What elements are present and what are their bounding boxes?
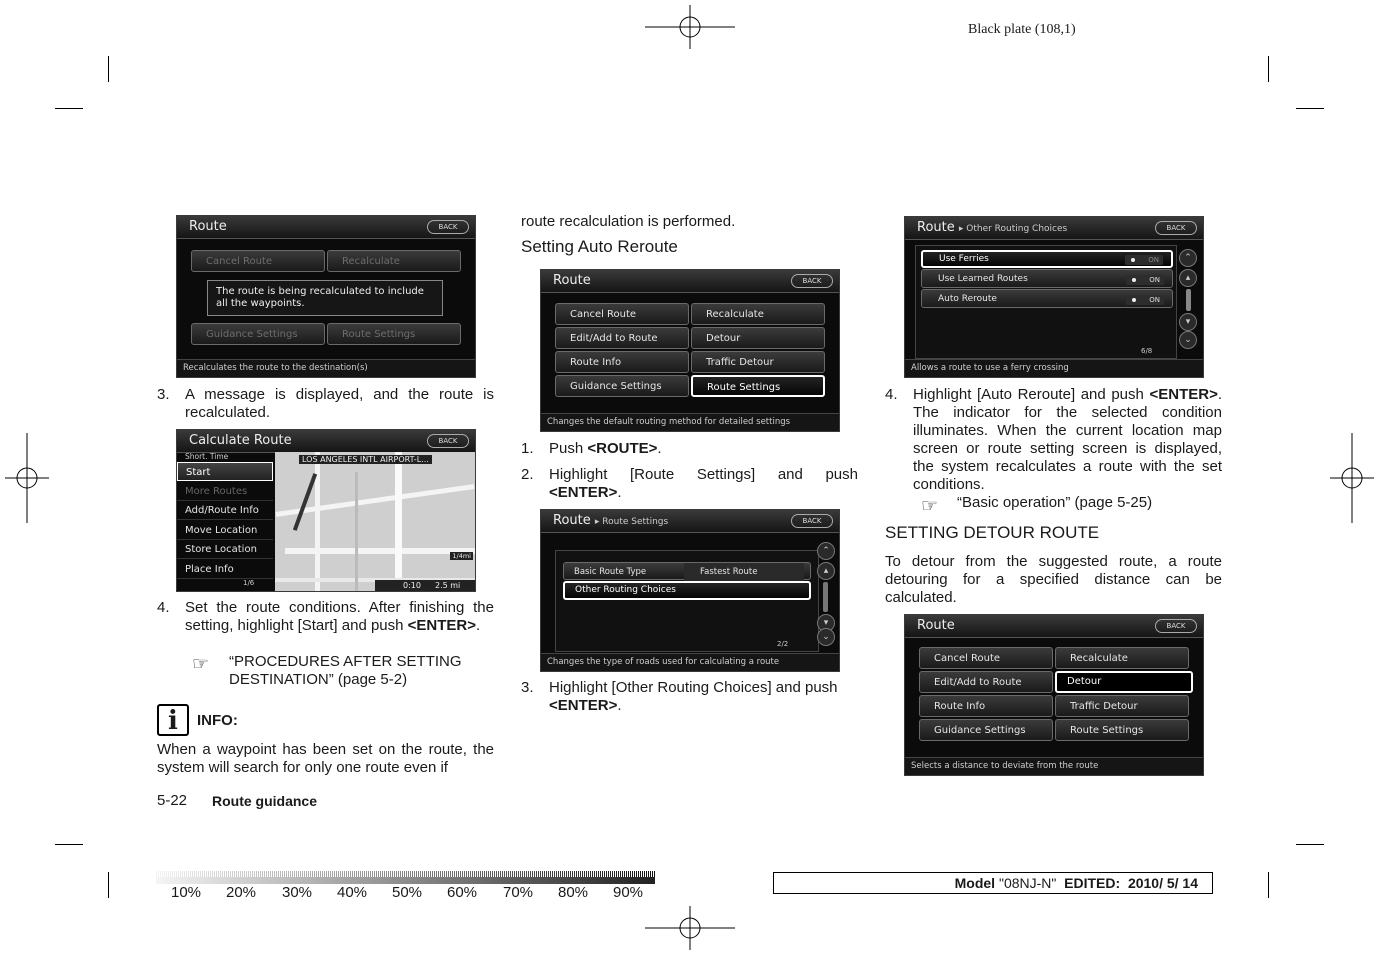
detour-button[interactable]: Detour — [1055, 671, 1193, 693]
reference-procedures: “PROCEDURES AFTER SETTING DESTINATION” (page 5-2) — [229, 653, 462, 688]
step-text-b: . — [617, 697, 622, 714]
place-info-menu-item[interactable]: Place Info — [177, 560, 273, 579]
registration-target-right — [1330, 433, 1374, 523]
registration-target-left — [5, 433, 49, 523]
detour-paragraph: To detour from the suggested route, a route detouring for a specified distance can be calculated. — [885, 553, 1222, 606]
route-line — [293, 473, 317, 531]
continued-text: route recalculation is performed. — [521, 213, 736, 230]
row-label: Use Ferries — [939, 254, 989, 264]
scrollbar[interactable] — [823, 582, 828, 612]
route-menu-screen — [540, 269, 840, 432]
recalculation-message: The route is being recalculated to include all the waypoints. — [207, 280, 443, 316]
step-3-middle — [521, 679, 861, 717]
row-label: Use Learned Routes — [938, 274, 1028, 284]
step-number: 1. — [521, 440, 534, 457]
progress-label: 50% — [392, 884, 423, 901]
step-text — [549, 679, 861, 715]
traffic-detour-button[interactable]: Traffic Detour — [691, 351, 825, 373]
basic-route-type-value: Fastest Route — [684, 563, 804, 581]
time-readout: 0:10 — [403, 581, 421, 590]
reference-hand-icon: ☞ — [192, 654, 210, 675]
back-button[interactable]: BACK — [791, 514, 833, 528]
scale-label: 1/4mi — [452, 552, 471, 560]
detour-button[interactable]: Detour — [691, 327, 825, 349]
scroll-down-icon[interactable]: ▾ — [817, 614, 835, 632]
scrollbar[interactable] — [1186, 289, 1191, 311]
screen-subtitle: ▸ Other Routing Choices — [958, 224, 1068, 234]
add-route-info-menu-item[interactable]: Add/Route Info — [177, 501, 273, 520]
step-text-a: Highlight [Other Routing Choices] and push — [549, 679, 838, 696]
scroll-bottom-icon[interactable]: ⌄ — [817, 628, 835, 646]
progress-label: 10% — [171, 884, 202, 901]
screen-title: Route — [189, 219, 227, 234]
progress-label: 90% — [613, 884, 644, 901]
step-number: 3. — [157, 386, 170, 403]
screen-subtitle: ▸ Route Settings — [594, 517, 669, 527]
store-location-menu-item[interactable]: Store Location — [177, 540, 273, 559]
scroll-up-icon[interactable]: ▴ — [1179, 269, 1197, 287]
auto-reroute-indicator: ON — [1126, 295, 1164, 305]
other-routing-choices-screen — [904, 216, 1204, 378]
progress-label: 30% — [282, 884, 313, 901]
scroll-top-icon[interactable]: ⌃ — [1179, 249, 1197, 267]
use-learned-routes-indicator: ON — [1126, 275, 1164, 285]
model-label: Model — [954, 875, 996, 891]
route-menu-detour-screen — [904, 614, 1204, 776]
route-settings-button[interactable]: Route Settings — [1055, 719, 1189, 741]
step-1-middle — [521, 440, 858, 460]
registration-target-bottom — [645, 906, 735, 950]
reference-basic-operation: “Basic operation” (page 5-25) — [957, 494, 1153, 511]
edited-label: EDITED: — [1064, 875, 1121, 891]
step-text — [913, 386, 1222, 494]
map-status-bar — [375, 580, 475, 591]
progress-label: 80% — [558, 884, 589, 901]
step-4-left — [157, 599, 494, 655]
step-number: 4. — [157, 599, 170, 616]
route-info-button[interactable]: Route Info — [919, 695, 1053, 717]
distance-readout: 2.5 mi — [435, 581, 461, 590]
screen-footer: Selects a distance to deviate from the route — [905, 757, 1203, 775]
screen-footer: Changes the default routing method for detailed settings — [541, 413, 839, 431]
edit-add-to-route-button[interactable]: Edit/Add to Route — [555, 327, 689, 349]
screen-title — [553, 513, 668, 528]
step-number: 2. — [521, 466, 534, 483]
step-text — [549, 466, 858, 502]
edit-add-to-route-button[interactable]: Edit/Add to Route — [919, 671, 1053, 693]
recalculate-button[interactable]: Recalculate — [327, 250, 461, 272]
page-indicator: 2/2 — [777, 640, 789, 648]
info-text: When a waypoint has been set on the route, the system will search for only one route even if — [157, 741, 494, 776]
step-text-a: Highlight [Route Settings] and push — [549, 466, 858, 483]
route-recalculating-screen — [176, 215, 476, 378]
back-button[interactable]: BACK — [1155, 221, 1197, 235]
step-text-a: Push — [549, 440, 588, 457]
cancel-route-button[interactable]: Cancel Route — [555, 303, 689, 325]
screen-title — [917, 220, 1067, 235]
tone-scale-bar-solid — [156, 877, 655, 884]
enter-key: <ENTER> — [407, 617, 477, 634]
route-settings-button[interactable]: Route Settings — [327, 323, 461, 345]
step-text-b: . The indicator for the selected condition illuminates. When the current location map screen or route setting screen is displayed, the system recalculates a route with the set conditions. — [913, 386, 1222, 493]
route-settings-button[interactable]: Route Settings — [691, 375, 825, 397]
step-number: 3. — [521, 679, 534, 696]
recalculate-button[interactable]: Recalculate — [1055, 647, 1189, 669]
screen-title-main: Route — [553, 513, 591, 528]
page-indicator: 1/6 — [243, 579, 255, 587]
use-learned-routes-row[interactable] — [921, 269, 1173, 288]
route-criteria-label: Short. Time — [185, 452, 229, 461]
calculate-route-screen — [176, 429, 476, 592]
screen-footer: Changes the type of roads used for calculating a route — [541, 653, 839, 671]
step-4-right — [885, 386, 1222, 496]
guidance-settings-button[interactable]: Guidance Settings — [555, 375, 689, 397]
info-icon: i — [157, 704, 189, 736]
registration-target-top — [645, 5, 735, 49]
screen-footer: Recalculates the route to the destination(s) — [177, 359, 475, 377]
recalculate-button[interactable]: Recalculate — [691, 303, 825, 325]
auto-reroute-row[interactable] — [921, 289, 1173, 308]
scroll-down-icon[interactable]: ▾ — [1179, 313, 1197, 331]
use-ferries-row[interactable] — [921, 250, 1173, 268]
enter-key: <ENTER> — [1149, 386, 1218, 403]
screen-footer: Allows a route to use a ferry crossing — [905, 359, 1203, 377]
step-text-b: . — [476, 617, 481, 634]
step-3-left — [157, 386, 494, 424]
page-section-title: Route guidance — [212, 793, 318, 809]
row-label: Auto Reroute — [938, 294, 997, 304]
airport-label: LOS ANGELES INTL AIRPORT-L... — [299, 455, 432, 464]
plate-label: Black plate (108,1) — [968, 22, 1076, 37]
model-edit-box — [773, 872, 1213, 894]
page-indicator: 6/8 — [1141, 347, 1153, 355]
guidance-settings-button[interactable]: Guidance Settings — [191, 323, 325, 345]
auto-reroute-heading: Setting Auto Reroute — [521, 237, 678, 256]
scroll-up-icon[interactable]: ▴ — [817, 562, 835, 580]
step-text — [185, 599, 494, 635]
step-text: A message is displayed, and the route is recalculated. — [185, 386, 494, 421]
scroll-top-icon[interactable]: ⌃ — [817, 542, 835, 560]
step-text-a: Set the route conditions. After finishing the setting, highlight [Start] and push — [185, 599, 494, 634]
screen-title: Calculate Route — [189, 433, 292, 448]
page-number: 5-22 — [157, 792, 188, 809]
other-routing-choices-row[interactable]: Other Routing Choices — [563, 581, 811, 600]
progress-label: 40% — [337, 884, 368, 901]
screen-title: Route — [917, 618, 955, 633]
step-text-a: Highlight [Auto Reroute] and push — [913, 386, 1150, 403]
more-routes-menu-item[interactable]: More Routes — [177, 482, 273, 501]
start-menu-item[interactable]: Start — [177, 462, 273, 481]
screen-title: Route — [553, 273, 591, 288]
cancel-route-button[interactable]: Cancel Route — [919, 647, 1053, 669]
step-text-b: . — [657, 440, 662, 457]
enter-key: <ENTER> — [549, 697, 618, 714]
back-button[interactable]: BACK — [427, 434, 469, 448]
route-info-button[interactable]: Route Info — [555, 351, 689, 373]
traffic-detour-button[interactable]: Traffic Detour — [1055, 695, 1189, 717]
row-label: Basic Route Type — [574, 567, 647, 577]
back-button[interactable]: BACK — [1155, 619, 1197, 633]
step-number: 4. — [885, 386, 898, 403]
step-2-middle — [521, 466, 858, 504]
detour-route-heading: SETTING DETOUR ROUTE — [885, 523, 1100, 542]
use-ferries-indicator: ON — [1125, 255, 1163, 265]
cancel-route-button[interactable]: Cancel Route — [191, 250, 325, 272]
step-text-b: . — [617, 484, 622, 501]
screen-title-main: Route — [917, 220, 955, 235]
guidance-settings-button[interactable]: Guidance Settings — [919, 719, 1053, 741]
move-location-menu-item[interactable]: Move Location — [177, 521, 273, 540]
model-value: "08NJ-N" — [998, 875, 1057, 891]
reference-hand-icon: ☞ — [921, 496, 939, 517]
progress-label: 20% — [226, 884, 257, 901]
info-label: INFO: — [197, 712, 238, 729]
route-settings-screen — [540, 509, 840, 672]
route-map — [275, 452, 475, 591]
basic-route-type-row[interactable] — [563, 562, 811, 580]
progress-label: 60% — [447, 884, 478, 901]
back-button[interactable]: BACK — [427, 220, 469, 234]
edited-date: 2010/ 5/ 14 — [1127, 875, 1198, 891]
back-button[interactable]: BACK — [791, 274, 833, 288]
progress-label: 70% — [503, 884, 534, 901]
step-text — [549, 440, 858, 458]
enter-key: <ENTER> — [549, 484, 618, 501]
scroll-bottom-icon[interactable]: ⌄ — [1179, 331, 1197, 349]
route-key: <ROUTE> — [587, 440, 658, 457]
